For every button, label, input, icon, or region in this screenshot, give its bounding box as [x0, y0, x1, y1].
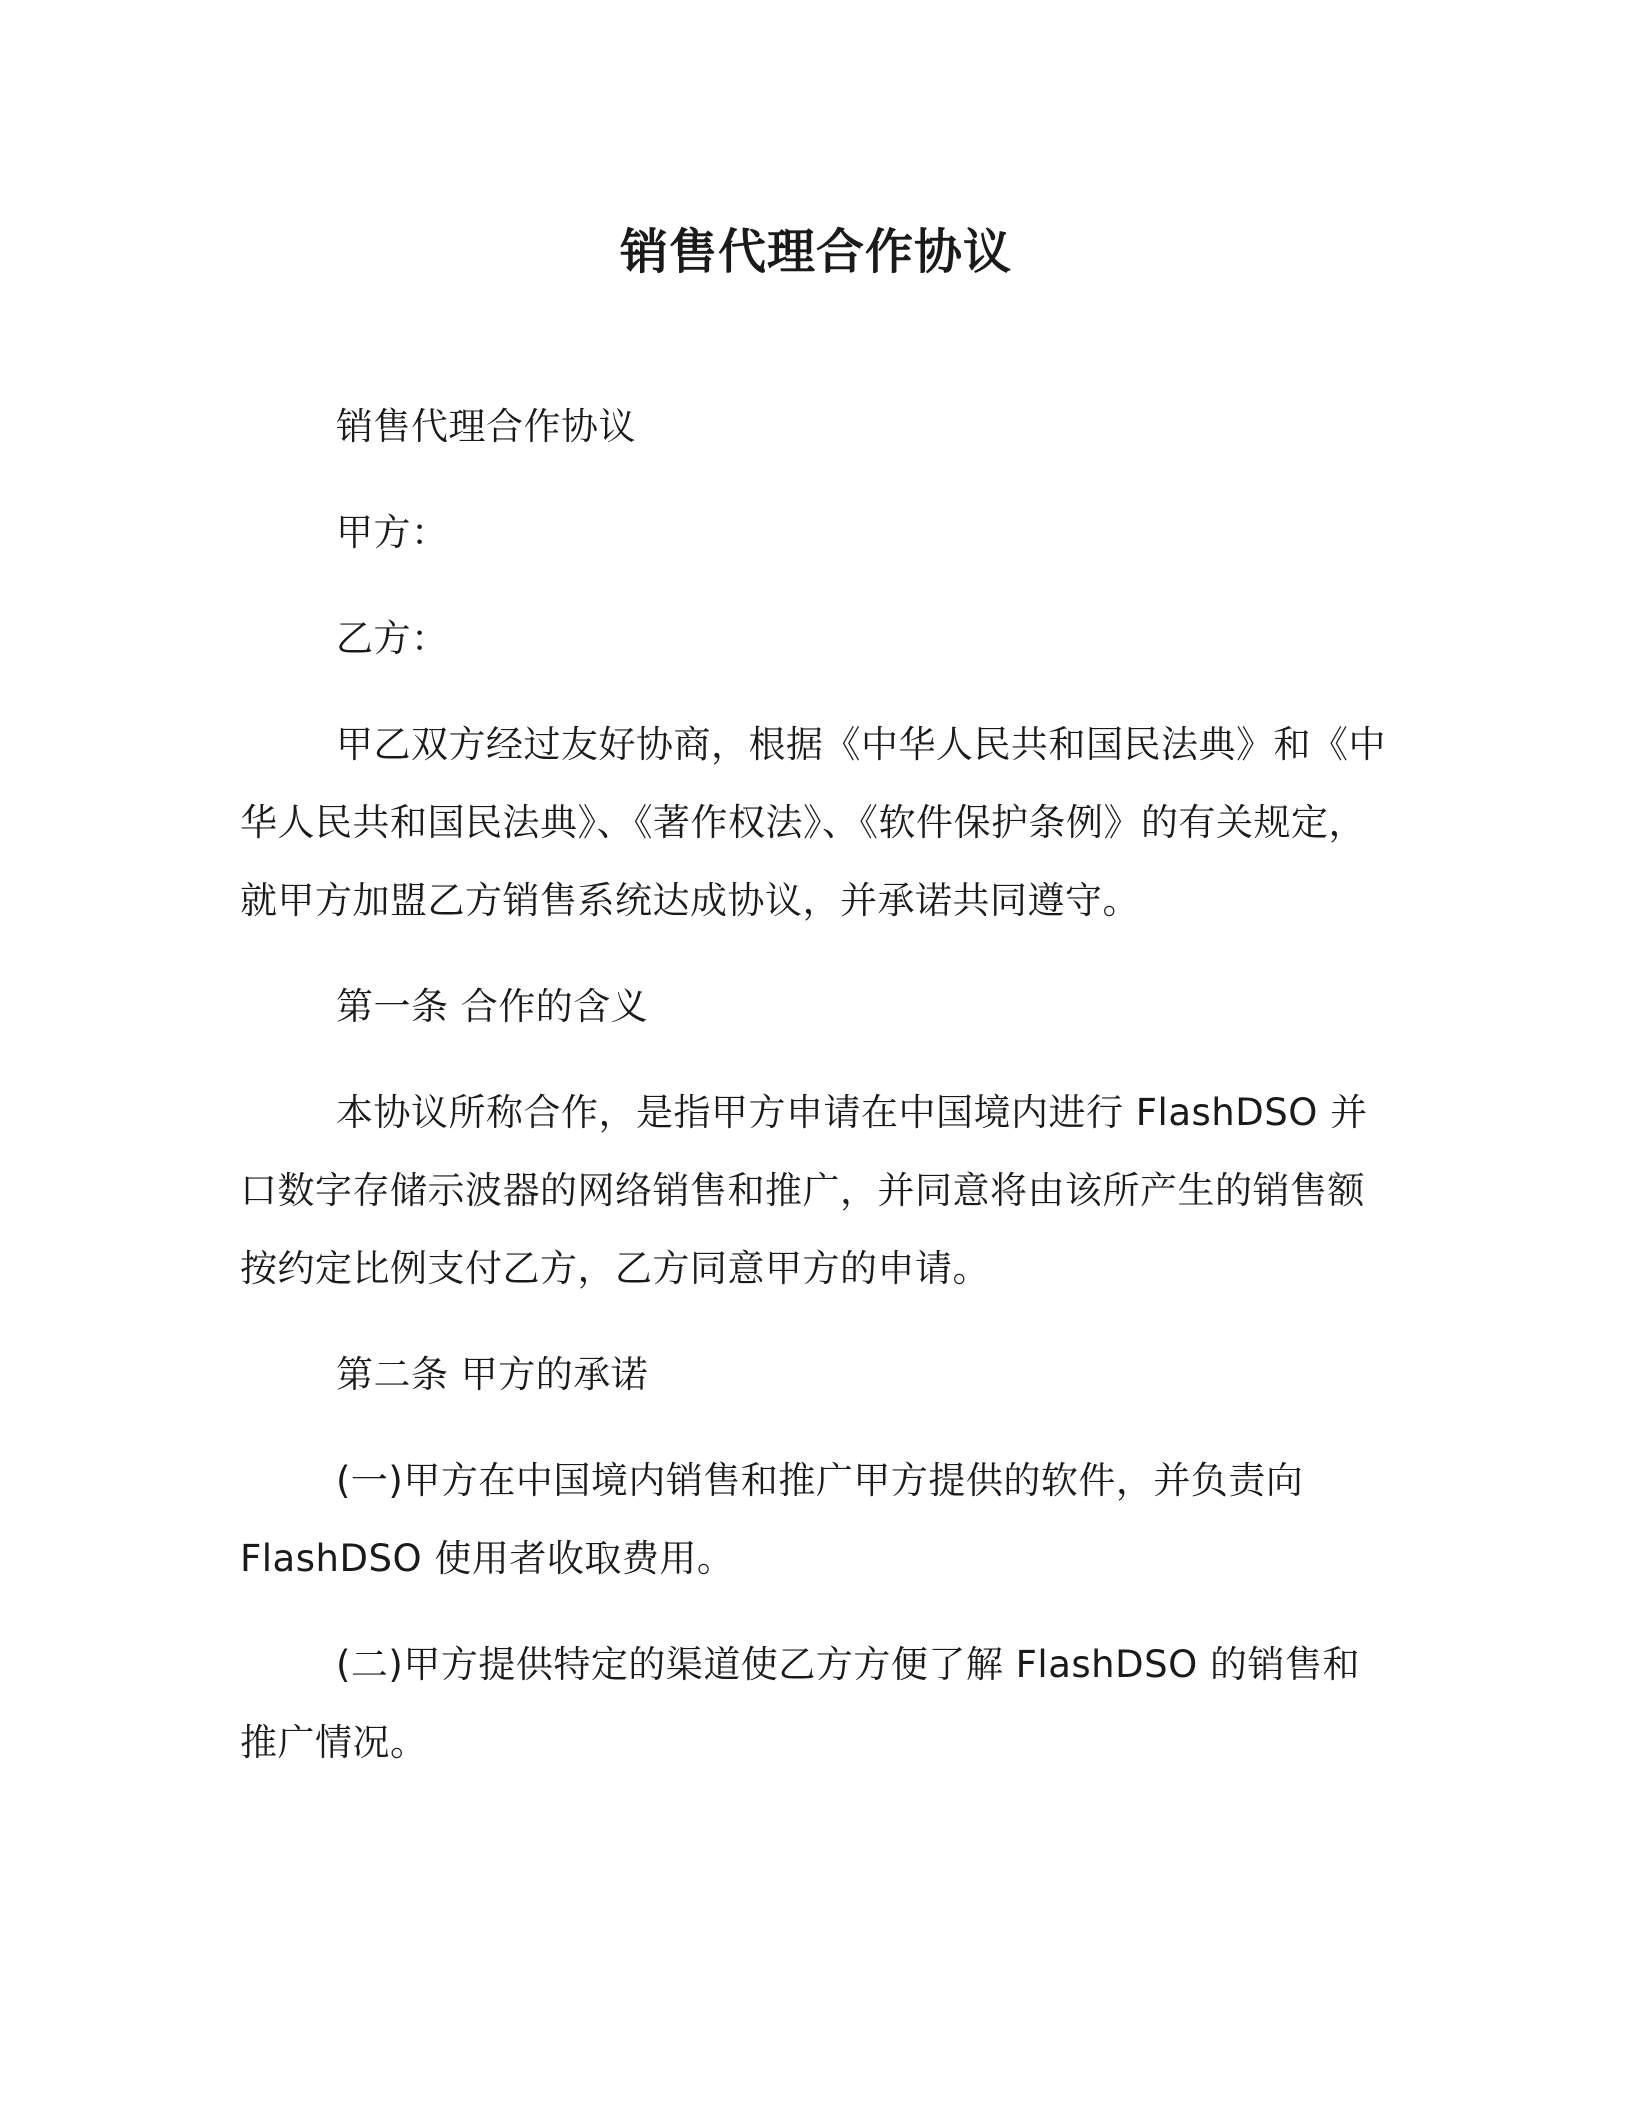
- article-two-heading: 第二条 甲方的承诺: [336, 1353, 649, 1396]
- article-one-body: 本协议所称合作，是指甲方申请在中国境内进行 FlashDSO 并口数字存储示波器的网络销售和推广，并同意将由该所产生的销售额按约定比例支付乙方，乙方同意甲方的申请。: [240, 1091, 1368, 1290]
- paragraph-heading-repeat: 销售代理合作协议: [336, 405, 636, 448]
- party-b-line: 乙方：: [336, 617, 449, 660]
- article-two-clause-1: (一)甲方在中国境内销售和推广甲方提供的软件，并负责向 FlashDSO 使用者收取费用。: [240, 1459, 1304, 1580]
- article-two-clause-2: (二)甲方提供特定的渠道使乙方方便了解 FlashDSO 的销售和推广情况。: [240, 1643, 1360, 1764]
- article-one-heading: 第一条 合作的含义: [336, 985, 649, 1028]
- party-a-line: 甲方：: [336, 511, 449, 554]
- document-body: [240, 388, 1388, 1810]
- document-title: 销售代理合作协议: [619, 224, 1012, 280]
- preamble-paragraph: 甲乙双方经过友好协商，根据《中华人民共和国民法典》和《中华人民共和国民法典》、《著作权法》、《软件保护条例》的有关规定，就甲方加盟乙方销售系统达成协议，并承诺共同遵守。: [240, 723, 1386, 922]
